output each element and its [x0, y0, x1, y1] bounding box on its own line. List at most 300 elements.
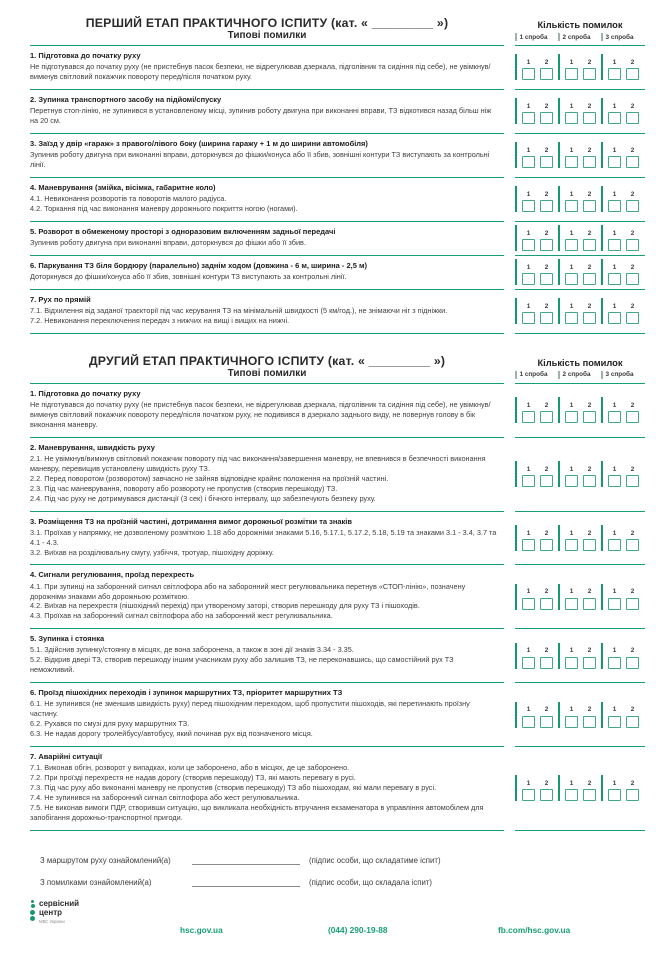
section-description: 3.1. Проїхав у напрямку, не дозволеному розміткою 1.18 або дорожніми знаками 5.16, 5.17.1, 5.17.2, 5.18, 5.19 та знаками 3.1 - 3.4, 3.7 та 4.1 - 4.3. — [30, 527, 497, 547]
attempt-label: 1 спроба — [519, 33, 548, 41]
group-divider — [601, 142, 603, 168]
error-checkbox[interactable] — [608, 411, 621, 423]
group-divider — [601, 259, 603, 285]
website-link[interactable]: hsc.gov.ua — [180, 924, 223, 935]
facebook-link[interactable]: fb.com/hsc.gov.ua — [498, 924, 571, 935]
error-checkbox[interactable] — [626, 112, 639, 124]
section-title: 1. Підготовка до початку руху — [30, 388, 141, 398]
checkbox-cell — [607, 60, 622, 80]
error-checkbox[interactable] — [583, 156, 596, 168]
checkbox-label: 1 — [569, 303, 574, 311]
error-checkbox[interactable] — [540, 312, 553, 324]
error-count-row — [515, 775, 644, 801]
checkbox-cell — [521, 531, 536, 551]
checkbox-cell — [564, 467, 579, 487]
checkbox-label: 2 — [544, 59, 549, 67]
error-checkbox[interactable] — [583, 112, 596, 124]
attempt-column-1 — [515, 33, 558, 41]
checkbox-cell — [582, 781, 597, 801]
group-divider — [558, 186, 560, 212]
checkbox-cell — [607, 531, 622, 551]
stage-header — [30, 354, 645, 383]
section-items — [30, 645, 498, 675]
attempt-1-checkbox-group — [515, 643, 558, 669]
error-checkbox[interactable] — [583, 68, 596, 80]
attempt-1-checkbox-group — [515, 525, 558, 551]
checkbox-label: 1 — [569, 59, 574, 67]
error-checkbox[interactable] — [608, 112, 621, 124]
checkbox-label: 1 — [612, 303, 617, 311]
section-description: 2.2. Перед поворотом (розворотом) завчасно не зайняв відповідне крайнє положення на проїзній частині. — [30, 473, 389, 483]
attempt-1-checkbox-group — [515, 54, 558, 80]
error-checkbox[interactable] — [626, 789, 639, 801]
section-title: 3. Заїзд у двір «гараж» з правого/лівого боку (ширина гаражу + 1 м до ширини автомобіля) — [30, 138, 368, 148]
attempt-label: 3 спроба — [605, 371, 634, 379]
group-divider — [515, 525, 517, 551]
checkbox-label: 2 — [544, 229, 549, 237]
section-description: 4.1. Невиконання розворотів та поворотів малого радіуса. — [30, 194, 227, 204]
checkbox-label: 1 — [526, 190, 531, 198]
error-checkbox[interactable] — [540, 273, 553, 285]
checkbox-label: 2 — [544, 264, 549, 272]
attempt-2-checkbox-group — [558, 584, 601, 610]
checkbox-cell — [582, 403, 597, 423]
group-divider — [558, 54, 560, 80]
error-checkbox[interactable] — [522, 789, 535, 801]
error-checkbox[interactable] — [522, 598, 535, 610]
error-checkbox[interactable] — [608, 539, 621, 551]
checkbox-label: 1 — [612, 190, 617, 198]
checkbox-cell — [564, 531, 579, 551]
checkbox-label: 1 — [612, 588, 617, 596]
checkbox-cell — [564, 648, 579, 668]
error-count-row — [515, 186, 644, 212]
error-checkbox[interactable] — [540, 68, 553, 80]
error-checkbox[interactable] — [522, 112, 535, 124]
error-checkbox[interactable] — [540, 716, 553, 728]
section-title: 4. Сигнали регулювання, проїзд перехресть — [30, 570, 195, 580]
error-checkbox[interactable] — [565, 200, 578, 212]
group-divider — [515, 98, 517, 124]
error-checkbox[interactable] — [583, 657, 596, 669]
error-section — [30, 746, 645, 830]
logo-line-1: сервісний — [39, 898, 80, 908]
error-checkbox[interactable] — [540, 657, 553, 669]
error-checkbox[interactable] — [540, 156, 553, 168]
rule-line — [515, 830, 645, 831]
error-section — [30, 289, 645, 333]
checkbox-label: 1 — [526, 59, 531, 67]
checkbox-label: 2 — [630, 303, 635, 311]
checkbox-label: 2 — [630, 465, 635, 473]
signature-block — [30, 855, 645, 887]
category-suffix: ») — [436, 16, 449, 30]
error-section — [30, 177, 645, 221]
group-divider — [558, 98, 560, 124]
section-items — [30, 582, 498, 622]
divider — [601, 33, 603, 41]
checkbox-cell — [625, 231, 640, 251]
group-divider — [558, 584, 560, 610]
error-count-row — [515, 461, 644, 487]
group-divider — [601, 775, 603, 801]
error-checkbox[interactable] — [540, 200, 553, 212]
attempt-1-checkbox-group — [515, 142, 558, 168]
error-count-row — [515, 643, 644, 669]
error-checkbox[interactable] — [583, 312, 596, 324]
error-section — [30, 437, 645, 511]
logo-line-2: центр — [39, 907, 63, 917]
rule-line — [30, 830, 504, 831]
section-description: Не підготувався до початку руху (не пристебнув пасок безпеки, не відрегулював дзеркала, підголівник та сидіння під себе), не увімкнув/вимкнув світловий покажчик повороту перед/після початком руху, не подивився в дзеркало заднього виду, не повернув голову в бік виконання маневру. — [30, 400, 491, 429]
checkbox-label: 1 — [526, 706, 531, 714]
stage-title — [30, 354, 504, 368]
error-checkbox[interactable] — [608, 657, 621, 669]
checkbox-label: 2 — [587, 706, 592, 714]
error-checkbox[interactable] — [522, 716, 535, 728]
error-checkbox[interactable] — [608, 68, 621, 80]
checkbox-label: 2 — [544, 401, 549, 409]
error-checkbox[interactable] — [583, 475, 596, 487]
section-description: Зупинив роботу двигуна при виконанні вправи, доторкнувся до фішки або її збив. — [30, 238, 306, 247]
error-checkbox[interactable] — [565, 475, 578, 487]
section-description: Зупинив роботу двигуна при виконанні вправи, доторкнувся до фішки/конуса або її збив, зовнішні контури ТЗ виступають за контрольні лінії. — [30, 150, 490, 169]
checkbox-cell — [607, 403, 622, 423]
error-checkbox[interactable] — [626, 598, 639, 610]
error-checkbox[interactable] — [565, 312, 578, 324]
checkbox-label: 2 — [587, 190, 592, 198]
section-description: 4.2. Виїхав на перехрестя (пішохідний перехід) при утвореному заторі, створив перешкоду для руху ТЗ і пішоходів. — [30, 601, 420, 611]
error-checkbox[interactable] — [565, 156, 578, 168]
group-divider — [558, 643, 560, 669]
checkbox-label: 2 — [630, 190, 635, 198]
section-items — [30, 699, 498, 739]
section-description: 7.1. Відхилення від заданої траєкторії під час керування ТЗ на мінімальній швидкості (5 км/год.), не знімаючи ніг з підніжки. — [30, 306, 448, 316]
error-checkbox[interactable] — [565, 657, 578, 669]
section-description: 4.3. Проїхав на заборонний сигнал світлофора або на заборонний жест регулювальника. — [30, 611, 333, 621]
error-section — [30, 628, 645, 682]
checkbox-label: 1 — [526, 588, 531, 596]
attempt-3-checkbox-group — [601, 775, 644, 801]
signature-blank[interactable] — [192, 877, 300, 887]
group-divider — [601, 584, 603, 610]
error-checkbox[interactable] — [626, 539, 639, 551]
stage-end-rule — [30, 830, 645, 831]
signature-label: З маршрутом руху ознайомлений(а) — [40, 855, 171, 865]
error-checkbox[interactable] — [540, 239, 553, 251]
typical-errors-heading: Типові помилки — [227, 30, 307, 41]
checkbox-cell — [625, 781, 640, 801]
checkbox-cell — [582, 148, 597, 168]
group-divider — [558, 525, 560, 551]
checkbox-cell — [521, 265, 536, 285]
checkbox-label: 2 — [587, 229, 592, 237]
checkbox-cell — [607, 148, 622, 168]
error-checkbox[interactable] — [626, 156, 639, 168]
checkbox-cell — [564, 60, 579, 80]
checkbox-label: 1 — [569, 190, 574, 198]
checkbox-cell — [582, 192, 597, 212]
attempt-2-checkbox-group — [558, 298, 601, 324]
checkbox-label: 2 — [544, 529, 549, 537]
error-checkbox[interactable] — [565, 112, 578, 124]
checkbox-cell — [582, 231, 597, 251]
section-description: 6.3. Не надав дорогу тролейбусу/автобусу, який починав рух від позначеного місця. — [30, 729, 313, 739]
checkbox-cell — [625, 304, 640, 324]
error-checkbox[interactable] — [540, 112, 553, 124]
error-count-row — [515, 702, 644, 728]
error-checkbox[interactable] — [608, 475, 621, 487]
attempt-2-checkbox-group — [558, 98, 601, 124]
dot-icon — [31, 904, 35, 908]
checkbox-cell — [607, 304, 622, 324]
section-title: 5. Розворот в обмеженому просторі з одноразовим включенням задньої передачі — [30, 226, 336, 236]
error-checkbox[interactable] — [626, 657, 639, 669]
error-checkbox[interactable] — [608, 156, 621, 168]
typical-errors-heading: Типові помилки — [227, 367, 307, 379]
checkbox-label: 2 — [630, 264, 635, 272]
stage-title — [30, 16, 504, 30]
group-divider — [515, 298, 517, 324]
error-count-row — [515, 98, 644, 124]
section-items — [30, 763, 498, 823]
error-checkbox[interactable] — [565, 539, 578, 551]
checkbox-label: 2 — [587, 465, 592, 473]
checkbox-cell — [539, 192, 554, 212]
signature-label: З помилками ознайомлений(а) — [40, 877, 152, 887]
checkbox-cell — [564, 104, 579, 124]
error-checkbox[interactable] — [522, 68, 535, 80]
group-divider — [515, 461, 517, 487]
checkbox-label: 1 — [526, 647, 531, 655]
section-items — [30, 454, 498, 504]
error-checkbox[interactable] — [522, 239, 535, 251]
signature-blank[interactable] — [192, 855, 300, 865]
error-section — [30, 45, 645, 89]
error-checkbox[interactable] — [583, 716, 596, 728]
error-checkbox[interactable] — [565, 273, 578, 285]
exam-stage — [30, 16, 645, 334]
group-divider — [601, 298, 603, 324]
checkbox-label: 1 — [569, 103, 574, 111]
checkbox-cell — [564, 148, 579, 168]
checkbox-cell — [539, 148, 554, 168]
checkbox-label: 1 — [612, 401, 617, 409]
error-count-row — [515, 225, 644, 251]
error-checkbox[interactable] — [608, 273, 621, 285]
error-checkbox[interactable] — [626, 239, 639, 251]
error-checkbox[interactable] — [583, 239, 596, 251]
error-checkbox[interactable] — [522, 539, 535, 551]
attempt-1-checkbox-group — [515, 397, 558, 423]
attempt-2-checkbox-group — [558, 397, 601, 423]
error-checkbox[interactable] — [608, 239, 621, 251]
section-items — [30, 194, 498, 214]
section-description: 7.3. Під час руху або виконанні маневру не пропустив (створив перешкоду) ТЗ або пішоходам, які мали перевагу в русі. — [30, 782, 437, 792]
error-checkbox[interactable] — [608, 716, 621, 728]
checkbox-cell — [607, 231, 622, 251]
error-checkbox[interactable] — [626, 411, 639, 423]
footer — [30, 899, 645, 953]
error-checkbox[interactable] — [540, 539, 553, 551]
checkbox-label: 1 — [569, 465, 574, 473]
section-items — [30, 272, 498, 282]
error-checkbox[interactable] — [522, 657, 535, 669]
attempt-label: 2 спроба — [562, 33, 591, 41]
error-checkbox[interactable] — [608, 789, 621, 801]
phone-number[interactable]: (044) 290-19-88 — [328, 924, 388, 935]
checkbox-cell — [564, 231, 579, 251]
checkbox-label: 2 — [587, 264, 592, 272]
signature-row — [40, 877, 645, 887]
checkbox-cell — [607, 781, 622, 801]
attempts-header — [515, 371, 645, 379]
group-divider — [558, 775, 560, 801]
error-section — [30, 383, 645, 437]
checkbox-label: 2 — [544, 706, 549, 714]
section-title: 6. Проїзд пішохідних переходів і зупинок маршрутних ТЗ, пріоритет маршрутних ТЗ — [30, 688, 343, 698]
error-checkbox[interactable] — [626, 273, 639, 285]
error-count-row — [515, 584, 644, 610]
error-checkbox[interactable] — [583, 200, 596, 212]
error-checkbox[interactable] — [626, 68, 639, 80]
checkbox-label: 1 — [612, 59, 617, 67]
error-checkbox[interactable] — [608, 200, 621, 212]
error-checkbox[interactable] — [565, 239, 578, 251]
error-checkbox[interactable] — [565, 789, 578, 801]
checkbox-label: 2 — [587, 588, 592, 596]
checkbox-cell — [625, 707, 640, 727]
group-divider — [601, 525, 603, 551]
checkbox-cell — [521, 304, 536, 324]
error-section — [30, 133, 645, 177]
group-divider — [515, 142, 517, 168]
error-checkbox[interactable] — [565, 716, 578, 728]
error-checkbox[interactable] — [522, 411, 535, 423]
error-checkbox[interactable] — [522, 312, 535, 324]
error-checkbox[interactable] — [522, 200, 535, 212]
group-divider — [601, 54, 603, 80]
error-checkbox[interactable] — [626, 312, 639, 324]
attempt-3-checkbox-group — [601, 98, 644, 124]
section-items — [30, 62, 498, 82]
error-checkbox[interactable] — [608, 598, 621, 610]
section-title: 2. Зупинка транспортного засобу на підйомі/спуску — [30, 94, 222, 104]
error-checkbox[interactable] — [522, 156, 535, 168]
section-description: 2.3. Під час маневрування, повороту або розвороту не пропустив (створив перешкоду) ТЗ. — [30, 483, 338, 493]
error-checkbox[interactable] — [540, 789, 553, 801]
error-checkbox[interactable] — [626, 716, 639, 728]
section-description: 4.2. Торкання під час виконання маневру дорожнього покриття ногою (ногами). — [30, 203, 298, 213]
attempt-2-checkbox-group — [558, 186, 601, 212]
error-checkbox[interactable] — [540, 411, 553, 423]
group-divider — [515, 54, 517, 80]
error-section — [30, 255, 645, 289]
checkbox-cell — [625, 148, 640, 168]
category-blank[interactable]: _________ — [368, 353, 431, 368]
error-checkbox[interactable] — [565, 68, 578, 80]
attempt-1-checkbox-group — [515, 775, 558, 801]
checkbox-cell — [521, 192, 536, 212]
section-description: 7.2. При проїзді перехрестя не надав дорогу (створив перешкоду) ТЗ, які мають перевагу в русі. — [30, 773, 356, 783]
checkbox-label: 2 — [630, 229, 635, 237]
checkbox-cell — [539, 60, 554, 80]
checkbox-cell — [521, 467, 536, 487]
error-checkbox[interactable] — [540, 598, 553, 610]
error-checkbox[interactable] — [522, 475, 535, 487]
checkbox-label: 2 — [630, 529, 635, 537]
attempt-3-checkbox-group — [601, 584, 644, 610]
section-description: Перетнув стоп-лінію, не зупинився в установленому місці, зупинив роботу двигуна при виконанні вправи, ТЗ відкотився назад більш ніж на 20 см. — [30, 106, 492, 126]
error-checkbox[interactable] — [565, 598, 578, 610]
checkbox-label: 2 — [544, 303, 549, 311]
checkbox-cell — [521, 648, 536, 668]
checkbox-cell — [625, 589, 640, 609]
error-checkbox[interactable] — [608, 312, 621, 324]
error-checkbox[interactable] — [565, 411, 578, 423]
checkbox-cell — [521, 60, 536, 80]
error-checkbox[interactable] — [626, 475, 639, 487]
service-center-logo — [30, 899, 79, 925]
checkbox-label: 2 — [587, 647, 592, 655]
section-description: 6.2. Рухався по смузі для руху маршрутних ТЗ. — [30, 719, 190, 729]
error-checkbox[interactable] — [583, 598, 596, 610]
error-checkbox[interactable] — [522, 273, 535, 285]
attempt-3-checkbox-group — [601, 525, 644, 551]
section-title: 3. Розміщення ТЗ на проїзній частині, дотримання вимог дорожньої розмітки та знаків — [30, 516, 352, 526]
stage-header — [30, 16, 645, 45]
error-checkbox[interactable] — [583, 411, 596, 423]
attempt-2-checkbox-group — [558, 461, 601, 487]
attempt-2-checkbox-group — [558, 643, 601, 669]
attempt-1-checkbox-group — [515, 461, 558, 487]
category-blank[interactable]: _________ — [371, 16, 434, 30]
error-checkbox[interactable] — [540, 475, 553, 487]
checkbox-cell — [625, 265, 640, 285]
sections — [30, 383, 645, 830]
checkbox-label: 2 — [587, 303, 592, 311]
checkbox-cell — [582, 60, 597, 80]
error-checkbox[interactable] — [583, 539, 596, 551]
attempt-2-checkbox-group — [558, 775, 601, 801]
error-section — [30, 511, 645, 565]
divider — [558, 33, 560, 41]
checkbox-cell — [539, 104, 554, 124]
attempt-column-1 — [515, 371, 558, 379]
checkbox-label: 2 — [544, 779, 549, 787]
group-divider — [601, 702, 603, 728]
dot-icon — [30, 916, 35, 921]
checkbox-cell — [521, 104, 536, 124]
checkbox-label: 2 — [544, 465, 549, 473]
attempt-1-checkbox-group — [515, 225, 558, 251]
error-count-heading: Кількість помилок — [537, 20, 623, 30]
error-checkbox[interactable] — [583, 789, 596, 801]
checkbox-cell — [564, 265, 579, 285]
error-count-heading: Кількість помилок — [537, 357, 623, 368]
group-divider — [558, 702, 560, 728]
section-description: 7.1. Виконав обгін, розворот у випадках, коли це заборонено, або в місцях, де це заборонено. — [30, 763, 350, 773]
error-checkbox[interactable] — [626, 200, 639, 212]
section-title: 7. Аварійні ситуації — [30, 751, 103, 761]
error-checkbox[interactable] — [583, 273, 596, 285]
checkbox-label: 1 — [612, 706, 617, 714]
checkbox-label: 1 — [569, 147, 574, 155]
section-description: 4.1. При зупинці на заборонний сигнал світлофора або на заборонний жест регулювальника перетнув «СТОП-лінію», позначену дорожніми знаками або дорожньою розміткою. — [30, 581, 466, 601]
group-divider — [558, 397, 560, 423]
attempt-2-checkbox-group — [558, 225, 601, 251]
checkbox-label: 2 — [630, 779, 635, 787]
